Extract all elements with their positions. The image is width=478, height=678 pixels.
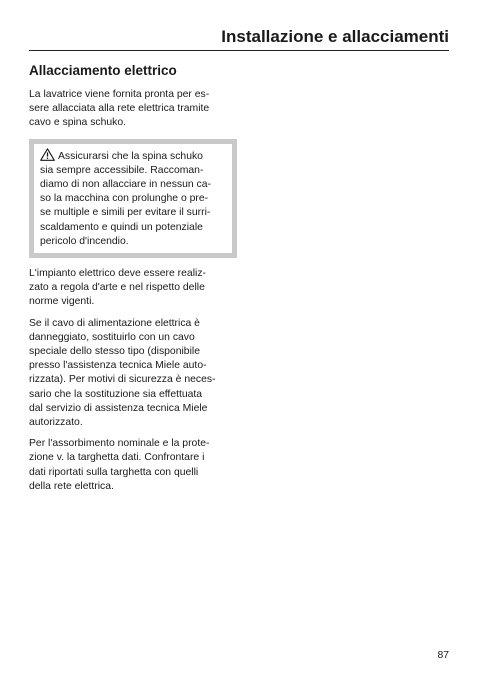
text-line: norme vigenti. <box>29 296 95 308</box>
text-line: presso l'assistenza tecnica Miele auto- <box>29 360 207 372</box>
warning-text: Assicurarsi che la spina schuko <box>58 150 203 162</box>
text-line: sere allacciata alla rete elettrica tramite <box>29 103 210 115</box>
text-line: diamo di non allacciare in nessun ca- <box>40 179 211 191</box>
text-line: scaldamento e quindi un potenziale <box>40 221 203 233</box>
text-line: dati riportati sulla targhetta con quelli <box>29 466 199 478</box>
text-line: sario che la sostituzione sia effettuata <box>29 388 203 400</box>
text-line: se multiple e simili per evitare il surri- <box>40 207 211 219</box>
text-line: speciale dello stesso tipo (disponibile <box>29 346 200 358</box>
text-line: Per l'assorbimento nominale e la prote- <box>29 438 210 450</box>
section-heading: Allacciamento elettrico <box>29 63 177 78</box>
text-line: pericolo d'incendio. <box>40 235 129 247</box>
text-line: Se il cavo di alimentazione elettrica è <box>29 317 200 329</box>
cavo-paragraph <box>29 317 237 431</box>
text-line: dal servizio di assistenza tecnica Miele <box>29 402 208 414</box>
warning-triangle-icon <box>40 148 55 161</box>
page-number: 87 <box>437 650 449 661</box>
page-header-title: Installazione e allacciamenti <box>221 27 449 46</box>
assorbimento-paragraph <box>29 437 237 494</box>
text-line: so la macchina con prolunghe o pre- <box>40 193 209 205</box>
text-line: La lavatrice viene fornita pronta per es- <box>29 89 210 100</box>
intro-paragraph <box>29 88 237 131</box>
text-line: zato a regola d'arte e nel rispetto delle <box>29 282 205 294</box>
text-line: danneggiato, sostituirlo con un cavo <box>29 331 195 343</box>
text-line: sia sempre accessibile. Raccoman- <box>40 164 204 176</box>
text-line: cavo e spina schuko. <box>29 117 127 129</box>
header-divider <box>29 50 449 51</box>
text-line: autorizzato. <box>29 417 83 429</box>
text-line: L'impianto elettrico deve essere realiz- <box>29 268 206 280</box>
text-line: della rete elettrica. <box>29 480 114 492</box>
text-line: zione v. la targhetta dati. Confrontare i <box>29 452 205 464</box>
impianto-paragraph <box>29 267 237 310</box>
warning-box <box>29 139 237 258</box>
text-line <box>40 148 226 164</box>
text-line: rizzata). Per motivi di sicurezza è neces- <box>29 374 216 386</box>
main-content <box>29 62 237 501</box>
